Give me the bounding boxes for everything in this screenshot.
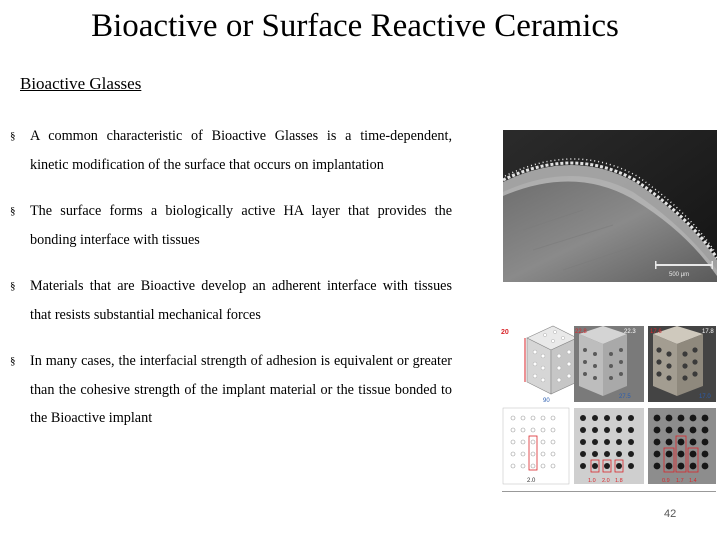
cube-label: 17.8 bbox=[702, 329, 714, 335]
printed-cross-section-2 bbox=[648, 408, 716, 484]
section-label: 0.9 bbox=[662, 478, 670, 484]
section-label: 1.4 bbox=[689, 478, 697, 484]
scaffold-figure bbox=[499, 322, 719, 492]
cube-label: 27.5 bbox=[619, 394, 631, 400]
sem-micrograph-image bbox=[503, 130, 717, 282]
bullet-item bbox=[10, 197, 452, 254]
bullet-marker-icon: § bbox=[10, 130, 16, 142]
bullet-text: Materials that are Bioactive develop an adherent interface with tissues that resists substantial mechanical forces bbox=[30, 278, 452, 323]
scaffold-figure-drawing bbox=[499, 322, 719, 492]
bullet-marker-icon: § bbox=[10, 355, 16, 367]
section-label: 2.0 bbox=[602, 478, 610, 484]
slide-subtitle: Bioactive Glasses bbox=[20, 74, 142, 93]
printed-cross-section-1 bbox=[574, 408, 644, 484]
bullet-item bbox=[10, 122, 452, 179]
bullet-text: In many cases, the interfacial strength of adhesion is equivalent or greater than the cohesive strength of the implant material or the tissue bonded to the Bioactive implant bbox=[30, 353, 452, 426]
cube-label: 22.8 bbox=[575, 329, 587, 335]
printed-cube-1 bbox=[574, 326, 644, 402]
cube-label: 17.0 bbox=[699, 394, 711, 400]
model-cross-section bbox=[503, 408, 569, 484]
model-label: 20 bbox=[501, 329, 509, 336]
cube-label: 22.3 bbox=[624, 329, 636, 335]
slide-title: Bioactive or Surface Reactive Ceramics bbox=[91, 8, 619, 44]
printed-cube-2 bbox=[648, 326, 716, 402]
bullet-item bbox=[10, 347, 452, 433]
scale-bar-label: 500 μm bbox=[669, 272, 690, 278]
figure-divider bbox=[502, 491, 716, 492]
model-label: 90 bbox=[543, 398, 550, 404]
bullet-marker-icon: § bbox=[10, 280, 16, 292]
section-label: 1.8 bbox=[615, 478, 623, 484]
section-label: 2.0 bbox=[527, 478, 536, 484]
bullet-list bbox=[10, 122, 452, 451]
model-cube bbox=[501, 326, 579, 404]
section-label: 1.0 bbox=[588, 478, 596, 484]
page-number: 42 bbox=[664, 508, 677, 520]
cube-label: 17.6 bbox=[650, 329, 662, 335]
sem-micrograph-drawing bbox=[503, 130, 717, 282]
bullet-marker-icon: § bbox=[10, 205, 16, 217]
bullet-text: The surface forms a biologically active HA layer that provides the bonding interface with tissues bbox=[30, 203, 452, 248]
section-label: 1.7 bbox=[676, 478, 684, 484]
bullet-text: A common characteristic of Bioactive Glasses is a time-dependent, kinetic modification of the surface that occurs on implantation bbox=[30, 128, 452, 173]
bullet-item bbox=[10, 272, 452, 329]
